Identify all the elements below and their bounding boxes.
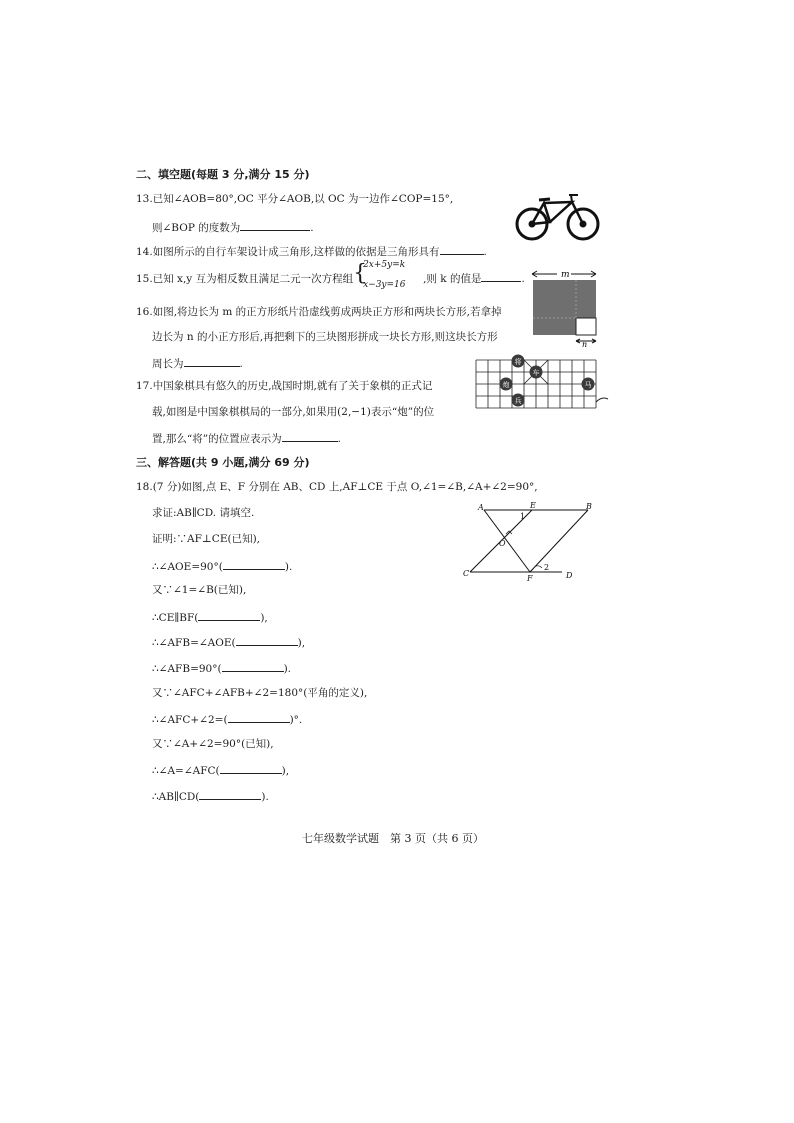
- piece-bing-label: 兵: [514, 397, 522, 405]
- piece-che-label: 车: [532, 369, 540, 377]
- figure-lines: [470, 510, 588, 572]
- q15-end: .: [521, 273, 525, 285]
- label-angle-2: 2: [544, 563, 550, 572]
- proof-line-text: 又∵∠1=∠B(已知),: [152, 584, 247, 597]
- q14-answer-blank[interactable]: [440, 243, 484, 255]
- label-m: m: [561, 270, 570, 280]
- proof-answer-blank[interactable]: [198, 609, 260, 621]
- piece-jiang-label: 将: [514, 358, 522, 366]
- proof-line-text: ∴CE∥BF(: [152, 611, 199, 624]
- label-D: D: [566, 571, 573, 580]
- proof-line: [152, 686, 367, 700]
- proof-line: [152, 558, 292, 574]
- q13-prompt: 则∠BOP 的度数为: [152, 222, 241, 234]
- proof-line-text: ∴∠AFC+∠2=(: [152, 714, 228, 727]
- proof-line-end: ).: [284, 560, 293, 573]
- label-B: B: [586, 502, 592, 511]
- removed-small-square: [576, 318, 596, 335]
- q14-text: 14.如图所示的自行车架设计成三角形,这样做的依据是三角形具有: [136, 246, 440, 258]
- q16-line1: 16.如图,将边长为 m 的正方形纸片沿虚线剪成两块正方形和两块长方形,若拿掉: [136, 306, 502, 318]
- q17-end: .: [337, 433, 341, 445]
- proof-answer-blank[interactable]: [236, 634, 298, 646]
- q17-answer-blank[interactable]: [282, 430, 338, 442]
- proof-line-text: 又∵∠AFC+∠AFB+∠2=180°(平角的定义),: [152, 686, 368, 699]
- proof-line-end: ),: [281, 765, 290, 778]
- label-angle-1: 1: [520, 512, 526, 521]
- proof-line-text: ∴∠AFB=∠AOE(: [152, 637, 236, 650]
- proof-line: [152, 634, 305, 650]
- q15-eq1: 2x+5y=k: [363, 260, 406, 270]
- proof-line-end: ),: [297, 637, 306, 650]
- proof-line-end: ).: [261, 791, 269, 803]
- proof-line-text: 又∵∠A+∠2=90°(已知),: [152, 737, 274, 750]
- section-3-title: 三、解答题(共 9 小题,满分 69 分): [136, 456, 310, 469]
- q16-prompt: 周长为: [152, 358, 184, 370]
- proof-line-text: ∴AB∥CD(: [152, 791, 200, 803]
- proof-line-end: ).: [283, 663, 292, 675]
- q14-line: [136, 243, 487, 259]
- q17-line1: 17.中国象棋具有悠久的历史,战国时期,就有了关于象棋的正式记: [136, 380, 433, 392]
- q15-equation-system: { 2x+5y=k x−3y=16: [353, 260, 406, 290]
- proof-line-end: )°.: [289, 714, 303, 727]
- label-E: E: [530, 502, 536, 510]
- proof-line: [152, 583, 246, 597]
- label-O: O: [499, 539, 506, 548]
- q15-suffix: ,则 k 的值是: [423, 273, 482, 285]
- q16-end: .: [239, 358, 243, 370]
- q17-prompt: 置,那么“将”的位置应表示为: [152, 433, 282, 445]
- proof-line: [152, 711, 302, 727]
- board-edge-mark: [596, 398, 608, 402]
- square-figure: [530, 268, 600, 350]
- label-n: n: [582, 340, 588, 349]
- q15-eq2: x−3y=16: [363, 280, 406, 290]
- proof-line-text: ∴∠AFB=90°(: [152, 663, 222, 675]
- q16-line3: [152, 355, 243, 371]
- proof-line-text: ∴∠A=∠AFC(: [152, 765, 220, 778]
- proof-line: [152, 762, 289, 778]
- segment-BF: [530, 510, 588, 572]
- proof-line: [152, 609, 268, 625]
- q15-answer-blank[interactable]: [481, 270, 521, 282]
- q18-line2: 求证:AB∥CD. 请填空.: [152, 507, 255, 519]
- piece-pao-label: 炮: [502, 381, 510, 389]
- proof-line: [152, 788, 269, 804]
- proof-answer-blank[interactable]: [222, 660, 284, 672]
- proof-line-end: ),: [260, 611, 268, 624]
- q13-line1: 13.已知∠AOB=80°,OC 平分∠AOB,以 OC 为一边作∠COP=15°,: [136, 193, 454, 205]
- q17-line2: 载,如图是中国象棋棋局的一部分,如果用(2,−1)表示“炮”的位: [152, 406, 435, 418]
- q13-end: .: [310, 222, 314, 234]
- label-A: A: [478, 503, 484, 512]
- section-2-title: 二、填空题(每题 3 分,满分 15 分): [136, 168, 310, 181]
- q16-line2: 边长为 n 的小正方形后,再把剩下的三块图形拼成一块长方形,则这块长方形: [152, 331, 498, 343]
- proof-line-text: ∴∠AOE=90°(: [152, 560, 223, 573]
- q13-answer-blank[interactable]: [240, 219, 310, 231]
- proof-line-text: 证明:∵AF⊥CE(已知),: [152, 533, 261, 545]
- proof-line: [152, 532, 260, 546]
- q13-line2: [152, 219, 314, 235]
- q18-line1: 18.(7 分)如图,点 E、F 分别在 AB、CD 上,AF⊥CE 于点 O,∠1=∠B,∠A+∠2=90°,: [136, 481, 538, 493]
- bicycle-figure: [514, 186, 602, 244]
- q17-line3: [152, 430, 341, 446]
- label-C: C: [463, 569, 470, 578]
- bicycle-icon: [517, 195, 598, 239]
- proof-answer-blank[interactable]: [223, 558, 285, 570]
- chess-board-figure: [470, 354, 610, 420]
- q15-prefix: 15.已知 x,y 互为相反数且满足二元一次方程组: [136, 273, 354, 285]
- label-F: F: [527, 574, 533, 582]
- proof-answer-blank[interactable]: [199, 788, 261, 800]
- proof-line: [152, 737, 274, 751]
- proof-answer-blank[interactable]: [220, 762, 282, 774]
- page-footer: 七年级数学试题 第 3 页（共 6 页）: [302, 832, 484, 845]
- geometry-figure: [460, 502, 596, 582]
- piece-ma-label: 马: [584, 381, 592, 389]
- q14-end: .: [483, 246, 487, 258]
- q16-answer-blank[interactable]: [184, 355, 240, 367]
- proof-line: [152, 660, 291, 676]
- proof-answer-blank[interactable]: [228, 711, 290, 723]
- q15-line: [136, 260, 525, 290]
